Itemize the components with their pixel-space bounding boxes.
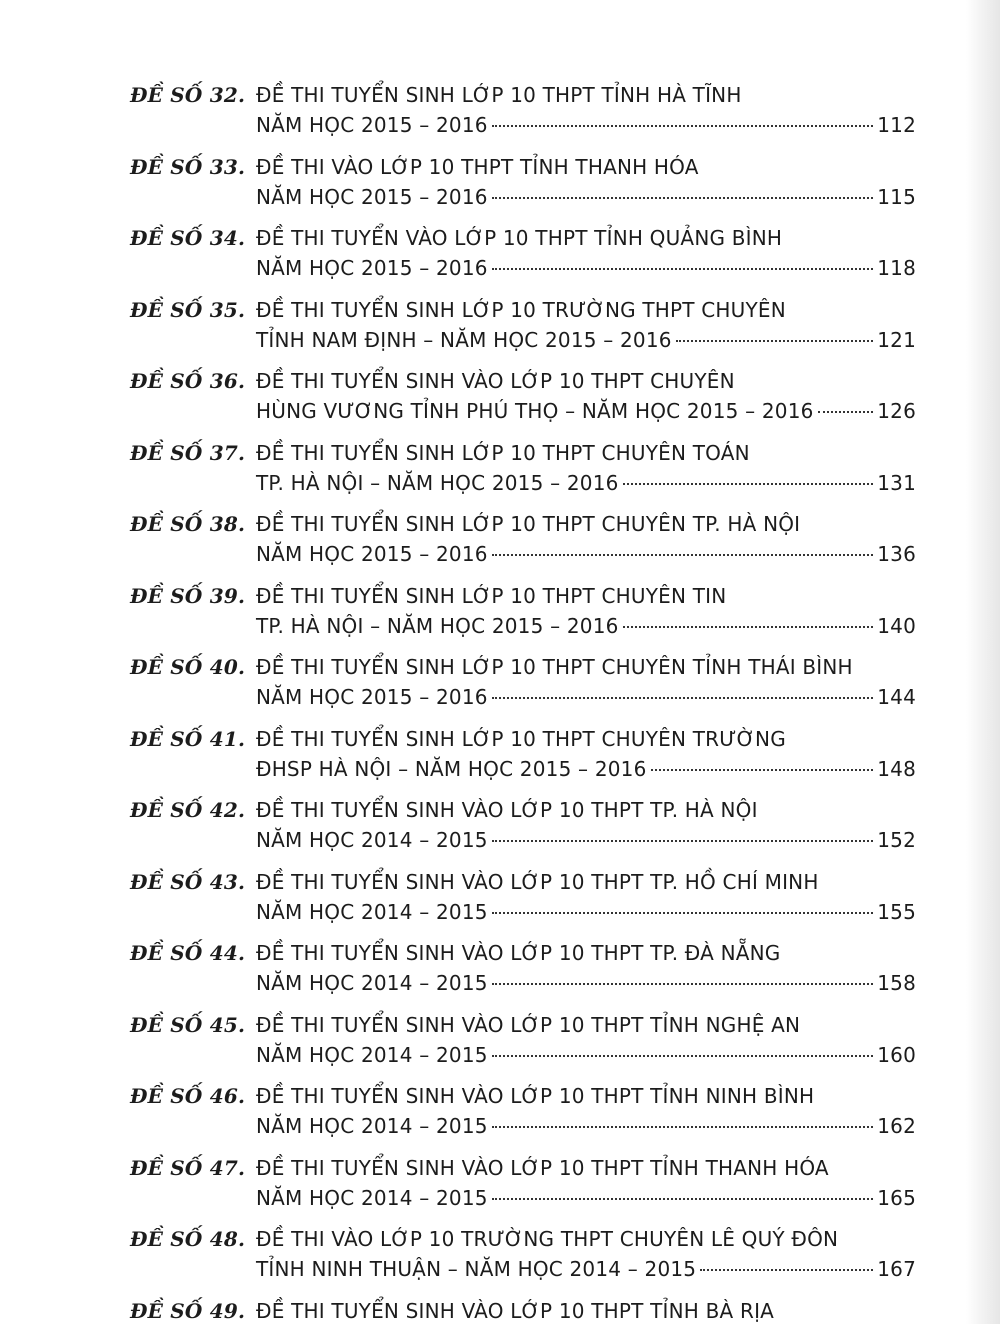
exam-subtitle-line xyxy=(256,611,916,641)
exam-year: NĂM HỌC 2015 – 2016 xyxy=(256,685,488,709)
dot-leader xyxy=(492,197,874,199)
toc-entry-partial xyxy=(0,1296,1000,1324)
toc-entry xyxy=(0,867,1000,939)
page-number: 121 xyxy=(877,327,916,352)
page-number: 136 xyxy=(877,542,916,566)
exam-subtitle-line xyxy=(256,968,916,998)
dot-leader xyxy=(492,1055,874,1057)
toc-entry xyxy=(0,1081,1000,1153)
exam-number: ĐỀ SỐ 35. xyxy=(130,297,246,322)
dot-leader xyxy=(492,840,874,842)
dot-leader xyxy=(492,554,874,556)
exam-title: ĐỀ THI TUYỂN SINH VÀO LỚP 10 THPT TP. ĐÀ NẴNG xyxy=(256,941,781,965)
toc-entry xyxy=(0,438,1000,510)
exam-year: NĂM HỌC 2014 – 2015 xyxy=(256,1114,488,1138)
page-number: 112 xyxy=(877,113,916,137)
dot-leader xyxy=(492,983,874,985)
exam-number: ĐỀ SỐ 37. xyxy=(130,440,246,465)
dot-leader xyxy=(492,125,874,127)
exam-number: ĐỀ SỐ 36. xyxy=(130,369,246,393)
exam-title: ĐỀ THI TUYỂN SINH LỚP 10 THPT CHUYÊN TRƯỜNG xyxy=(256,726,786,751)
exam-year: NĂM HỌC 2015 – 2016 xyxy=(256,113,488,137)
exam-title: ĐỀ THI VÀO LỚP 10 THPT TỈNH THANH HÓA xyxy=(256,154,699,179)
toc-entry xyxy=(0,295,1000,367)
exam-subtitle-line xyxy=(256,1254,916,1284)
page-number: 165 xyxy=(877,1185,916,1210)
exam-year: HÙNG VƯƠNG TỈNH PHÚ THỌ – NĂM HỌC 2015 – 2016 xyxy=(256,399,814,423)
exam-number: ĐỀ SỐ 45. xyxy=(130,1012,246,1037)
toc-entry xyxy=(0,795,1000,867)
exam-number: ĐỀ SỐ 44. xyxy=(130,941,246,965)
page-number: 152 xyxy=(877,828,916,852)
exam-title: ĐỀ THI TUYỂN SINH VÀO LỚP 10 THPT TỈNH THANH HÓA xyxy=(256,1155,829,1180)
toc-entry xyxy=(0,509,1000,581)
exam-subtitle-line xyxy=(256,682,916,712)
dot-leader xyxy=(492,1126,874,1128)
page-number: 126 xyxy=(877,399,916,423)
exam-subtitle-line xyxy=(256,253,916,283)
exam-number: ĐỀ SỐ 47. xyxy=(130,1155,246,1180)
exam-year: NĂM HỌC 2015 – 2016 xyxy=(256,542,488,566)
exam-year: TỈNH NAM ĐỊNH – NĂM HỌC 2015 – 2016 xyxy=(256,327,672,352)
exam-title: ĐỀ THI TUYỂN SINH LỚP 10 THPT TỈNH HÀ TĨNH xyxy=(256,83,742,107)
exam-subtitle-line xyxy=(256,396,916,426)
toc-entry xyxy=(0,581,1000,653)
exam-title: ĐỀ THI TUYỂN SINH VÀO LỚP 10 THPT TỈNH NINH BÌNH xyxy=(256,1084,815,1108)
exam-subtitle-line xyxy=(256,110,916,140)
dot-leader xyxy=(623,626,874,628)
page-number: 160 xyxy=(877,1042,916,1067)
exam-title: ĐỀ THI TUYỂN SINH LỚP 10 TRƯỜNG THPT CHUYÊN xyxy=(256,297,786,322)
exam-title: ĐỀ THI TUYỂN SINH VÀO LỚP 10 THPT TP. HÀ NỘI xyxy=(256,798,758,822)
exam-subtitle-line xyxy=(256,468,916,498)
page-number: 118 xyxy=(877,256,916,280)
dot-leader xyxy=(700,1269,873,1271)
toc-entry xyxy=(0,80,1000,152)
exam-number: ĐỀ SỐ 46. xyxy=(130,1084,246,1108)
exam-number: ĐỀ SỐ 33. xyxy=(130,154,246,179)
exam-title: ĐỀ THI VÀO LỚP 10 TRƯỜNG THPT CHUYÊN LÊ QUÝ ĐÔN xyxy=(256,1227,839,1251)
page-number: 148 xyxy=(877,756,916,781)
exam-title: ĐỀ THI TUYỂN VÀO LỚP 10 THPT TỈNH QUẢNG BÌNH xyxy=(256,226,783,250)
toc-entry xyxy=(0,1153,1000,1225)
exam-title: ĐỀ THI TUYỂN SINH VÀO LỚP 10 THPT TỈNH BÀ RỊA xyxy=(256,1298,775,1323)
exam-year: NĂM HỌC 2015 – 2016 xyxy=(256,184,488,209)
exam-subtitle-line xyxy=(256,539,916,569)
page-number: 158 xyxy=(877,971,916,995)
exam-year: NĂM HỌC 2014 – 2015 xyxy=(256,1185,488,1210)
dot-leader xyxy=(651,769,874,771)
exam-number: ĐỀ SỐ 34. xyxy=(130,226,246,250)
exam-year: NĂM HỌC 2014 – 2015 xyxy=(256,971,488,995)
page-number: 162 xyxy=(877,1114,916,1138)
exam-subtitle-line xyxy=(256,182,916,212)
exam-number: ĐỀ SỐ 48. xyxy=(130,1227,246,1251)
toc-entry xyxy=(0,1010,1000,1082)
exam-year: TỈNH NINH THUẬN – NĂM HỌC 2014 – 2015 xyxy=(256,1257,697,1281)
exam-title: ĐỀ THI TUYỂN SINH LỚP 10 THPT CHUYÊN TỈNH THÁI BÌNH xyxy=(256,655,853,679)
exam-title: ĐỀ THI TUYỂN SINH LỚP 10 THPT CHUYÊN TOÁN xyxy=(256,440,750,465)
exam-subtitle-line xyxy=(256,1111,916,1141)
dot-leader xyxy=(492,697,874,699)
exam-number: ĐỀ SỐ 49. xyxy=(130,1298,246,1323)
exam-number: ĐỀ SỐ 43. xyxy=(130,869,246,894)
exam-year: NĂM HỌC 2014 – 2015 xyxy=(256,1042,488,1067)
exam-title: ĐỀ THI TUYỂN SINH VÀO LỚP 10 THPT CHUYÊN xyxy=(256,369,735,393)
exam-year: NĂM HỌC 2014 – 2015 xyxy=(256,828,488,852)
exam-title: ĐỀ THI TUYỂN SINH LỚP 10 THPT CHUYÊN TIN xyxy=(256,583,727,608)
exam-year: TP. HÀ NỘI – NĂM HỌC 2015 – 2016 xyxy=(256,613,619,638)
exam-number: ĐỀ SỐ 39. xyxy=(130,583,246,608)
exam-title: ĐỀ THI TUYỂN SINH VÀO LỚP 10 THPT TỈNH NGHỆ AN xyxy=(256,1012,801,1037)
toc-entry xyxy=(0,938,1000,1010)
page-number: 144 xyxy=(877,685,916,709)
page-number: 115 xyxy=(877,184,916,209)
exam-subtitle-line xyxy=(256,754,916,784)
exam-subtitle-line xyxy=(256,325,916,355)
dot-leader xyxy=(492,1198,874,1200)
dot-leader xyxy=(492,268,874,270)
exam-number: ĐỀ SỐ 38. xyxy=(130,512,246,536)
exam-year: TP. HÀ NỘI – NĂM HỌC 2015 – 2016 xyxy=(256,470,619,495)
dot-leader xyxy=(818,411,874,413)
toc-entry xyxy=(0,152,1000,224)
page-number: 131 xyxy=(877,470,916,495)
dot-leader xyxy=(623,483,874,485)
exam-year: ĐHSP HÀ NỘI – NĂM HỌC 2015 – 2016 xyxy=(256,756,647,781)
exam-year: NĂM HỌC 2015 – 2016 xyxy=(256,256,488,280)
toc-entry xyxy=(0,652,1000,724)
page-number: 167 xyxy=(877,1257,916,1281)
exam-number: ĐỀ SỐ 32. xyxy=(130,83,246,107)
exam-number: ĐỀ SỐ 41. xyxy=(130,726,246,751)
dot-leader xyxy=(492,912,874,914)
toc-entry xyxy=(0,1224,1000,1296)
exam-title: ĐỀ THI TUYỂN SINH VÀO LỚP 10 THPT TP. HỒ CHÍ MINH xyxy=(256,869,819,894)
toc-entry xyxy=(0,724,1000,796)
dot-leader xyxy=(676,340,874,342)
toc-entry xyxy=(0,223,1000,295)
page-number: 140 xyxy=(877,613,916,638)
exam-subtitle-line xyxy=(256,825,916,855)
exam-subtitle-line xyxy=(256,1040,916,1070)
page-number: 155 xyxy=(877,899,916,924)
exam-number: ĐỀ SỐ 40. xyxy=(130,655,246,679)
exam-title: ĐỀ THI TUYỂN SINH LỚP 10 THPT CHUYÊN TP. HÀ NỘI xyxy=(256,512,801,536)
exam-subtitle-line xyxy=(256,1183,916,1213)
exam-subtitle-line xyxy=(256,897,916,927)
exam-number: ĐỀ SỐ 42. xyxy=(130,798,246,822)
exam-year: NĂM HỌC 2014 – 2015 xyxy=(256,899,488,924)
toc-entry xyxy=(0,366,1000,438)
